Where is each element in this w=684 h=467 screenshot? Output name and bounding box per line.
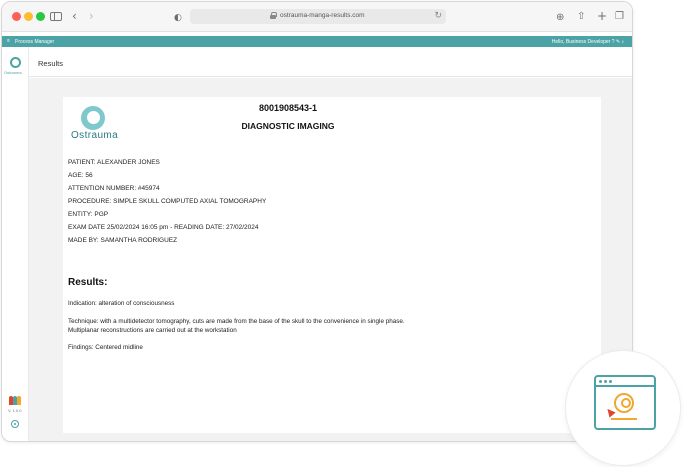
cursor-icon [604, 406, 615, 417]
report-document [63, 97, 601, 433]
indication-text: Indication: alteration of consciousness [68, 300, 175, 307]
procedure: PROCEDURE: SIMPLE SKULL COMPUTED AXIAL TOMOGRAPHY [68, 198, 267, 205]
made-by: MADE BY: SAMANTHA RODRIGUEZ [68, 237, 178, 244]
back-arrow-icon[interactable]: ‹ [72, 9, 77, 23]
content-area [29, 78, 633, 442]
forward-arrow-icon[interactable]: › [89, 9, 94, 23]
browser-toolbar [2, 2, 632, 32]
menu-icon[interactable]: ≡ [7, 38, 10, 44]
address-bar[interactable] [190, 9, 446, 24]
app-logo-text: Ostrauma [4, 70, 22, 75]
attention-number: ATTENTION NUMBER: #45974 [68, 185, 160, 192]
close-window-button[interactable] [12, 12, 21, 21]
findings-text: Findings: Centered midline [68, 344, 143, 351]
results-heading: Results: [68, 277, 108, 288]
left-rail [2, 47, 29, 442]
header-right [552, 39, 624, 45]
app-header [2, 36, 632, 47]
reload-icon[interactable]: ↻ [434, 10, 442, 20]
tools-icon[interactable]: ✎ [615, 39, 621, 45]
app-logo-icon[interactable] [10, 57, 21, 68]
settings-icon[interactable] [11, 420, 19, 428]
browser-window [1, 1, 633, 442]
notification-icon[interactable]: ♪ [621, 39, 624, 45]
page-title: Results [38, 59, 64, 68]
decorative-badge [565, 350, 681, 466]
exam-dates: EXAM DATE 25/02/2024 16:05 pm - READING DATE: 27/02/2024 [68, 224, 259, 231]
help-icon[interactable]: ? [611, 39, 615, 45]
share-icon[interactable]: ⇧ [577, 11, 586, 22]
user-avatar-icon [614, 393, 634, 413]
report-id: 8001908543-1 [258, 103, 318, 113]
maximize-window-button[interactable] [36, 12, 45, 21]
report-logo-text: Ostrauma [71, 130, 119, 141]
new-tab-icon[interactable]: + [597, 9, 608, 23]
report-type: DIAGNOSTIC IMAGING [241, 121, 335, 131]
sidebar-toggle-icon[interactable] [50, 12, 62, 21]
patient-name: PATIENT: ALEXANDER JONES [68, 159, 160, 166]
shield-icon[interactable]: ◐ [174, 13, 182, 23]
app-version: V. 1.0.0 [8, 408, 22, 413]
user-greeting[interactable]: Hello, Business Developer [551, 39, 611, 45]
url-text: ostrauma-manga-results.com [280, 12, 365, 19]
lock-icon [270, 12, 276, 19]
partner-logo-icon [9, 396, 22, 405]
entity: ENTITY: PGP [68, 211, 109, 218]
minimize-window-button[interactable] [24, 12, 33, 21]
page-header [29, 47, 633, 77]
download-icon[interactable]: ⊕ [556, 12, 565, 23]
tabs-overview-icon[interactable]: ❐ [615, 11, 624, 22]
patient-age: AGE: 56 [68, 172, 93, 179]
profile-window-icon [594, 375, 656, 430]
technique-text: Technique: with a multidetector tomography, cuts are made from the base of the skull to the convenience in single phase. Multiplanar reconstructions are carried out at the workstation [68, 318, 405, 334]
app-title: Process Manager [15, 39, 55, 45]
